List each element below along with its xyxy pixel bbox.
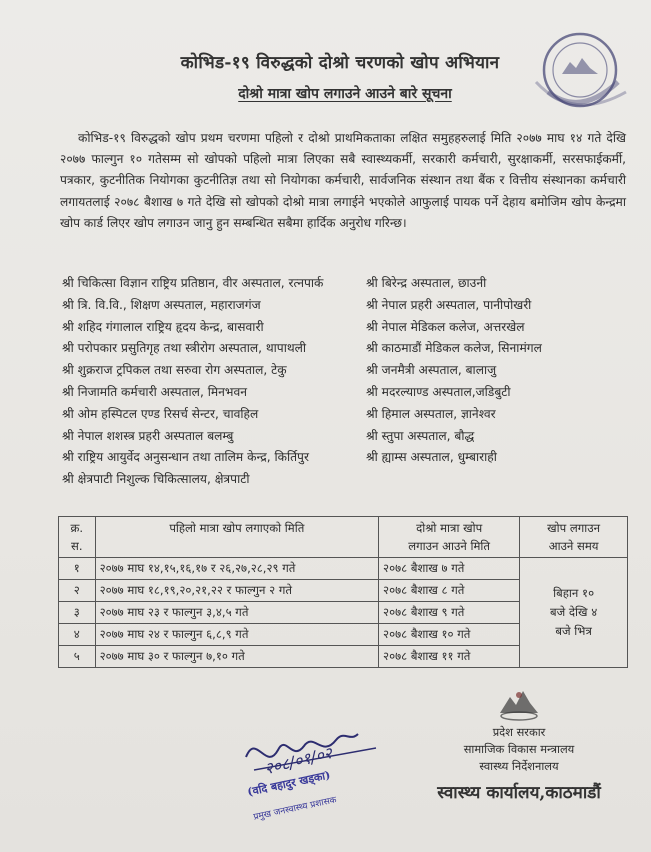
- hospital-item: श्री जनमैत्री अस्पताल, बालाजु: [366, 363, 497, 378]
- cell-first-dose: २०७७ माघ १४,१५,१६,१७ र २६,२७,२८,२९ गते: [95, 558, 378, 580]
- hospital-item: श्री मदरल्याण्ड अस्पताल,जडिबुटी: [366, 384, 511, 399]
- table-header-row: [59, 517, 628, 558]
- vaccination-schedule-table: [58, 516, 628, 668]
- hospital-item: श्री नेपाल शशस्त्र प्रहरी अस्पताल बलम्बु: [62, 428, 234, 443]
- hospital-item: श्री क्षेत्रपाटी निशुल्क चिकित्सालय, क्षेत्रपाटी: [62, 472, 250, 487]
- header-first-dose: पहिलो मात्रा खोप लगाएको मिति: [95, 517, 378, 558]
- hospital-item: श्री काठमाडौं मेडिकल कलेज, सिनामंगल: [366, 341, 542, 356]
- cell-second-dose: २०७८ बैशाख ८ गते: [379, 580, 520, 602]
- hospital-item: श्री शहिद गंगालाल राष्ट्रिय हृदय केन्द्र, बासवारी: [62, 319, 264, 334]
- hospital-item: श्री ह्याम्स अस्पताल, धुम्बाराही: [366, 450, 497, 465]
- table-row: [59, 558, 628, 580]
- office-line: स्वास्थ्य निर्देशनालय: [479, 759, 559, 773]
- hospital-item: श्री त्रि. वि.वि., शिक्षण अस्पताल, महाराजगंज: [62, 297, 261, 312]
- office-line: सामाजिक विकास मन्त्रालय: [463, 742, 575, 756]
- signature-date: २०८/०१/०२: [262, 743, 335, 779]
- hospital-item: श्री स्तुपा अस्पताल, बौद्ध: [366, 428, 475, 443]
- cell-serial: १: [59, 558, 96, 580]
- hospital-list-right: [366, 273, 542, 469]
- cell-serial: ४: [59, 624, 96, 646]
- hospital-item: श्री चिकित्सा विज्ञान राष्ट्रिय प्रतिष्ठान, वीर अस्पताल, रत्नपार्क: [62, 276, 324, 290]
- cell-second-dose: २०७८ बैशाख ९ गते: [379, 602, 520, 624]
- cell-serial: ५: [59, 646, 96, 668]
- cell-first-dose: २०७७ माघ ३० र फाल्गुन ७,१० गते: [95, 646, 378, 668]
- header-serial: क्र. स.: [59, 517, 96, 558]
- office-name: स्वास्थ्य कार्यालय,काठमाडौं: [437, 783, 601, 803]
- notice-subtitle: दोश्रो मात्रा खोप लगाउने आउने बारे सूचना: [238, 86, 452, 102]
- header-time: खोप लगाउन आउने समय: [520, 517, 628, 558]
- hospital-item: श्री नेपाल मेडिकल कलेज, अत्तरखेल: [366, 319, 525, 334]
- cell-second-dose: २०७८ बैशाख ७ गते: [379, 558, 520, 580]
- cell-second-dose: २०७८ बैशाख १० गते: [379, 624, 520, 646]
- government-emblem-icon: [496, 683, 542, 723]
- cell-first-dose: २०७७ माघ २४ र फाल्गुन ६,८,९ गते: [95, 624, 378, 646]
- cell-time: बिहान १० बजे देखि ४ बजे भित्र: [520, 558, 628, 668]
- signatory-name: (वदि बहादुर खड्का): [246, 768, 332, 799]
- cell-first-dose: २०७७ माघ १८,१९,२०,२१,२२ र फाल्गुन २ गते: [95, 580, 378, 602]
- hospital-item: श्री हिमाल अस्पताल, ज्ञानेश्वर: [366, 406, 496, 421]
- hospital-item: श्री बिरेन्द्र अस्पताल, छाउनी: [366, 276, 487, 290]
- cell-serial: ३: [59, 602, 96, 624]
- hospital-item: श्री ओम हस्पिटल एण्ड रिसर्च सेन्टर, चावहिल: [62, 406, 259, 421]
- office-block: [414, 724, 624, 775]
- header-second-dose: दोश्रो मात्रा खोप लगाउन आउने मिति: [379, 517, 520, 558]
- hospital-item: श्री परोपकार प्रसुतिगृह तथा स्त्रीरोग अस्पताल, थापाथली: [62, 341, 307, 356]
- hospital-item: श्री राष्ट्रिय आयुर्वेद अनुसन्धान तथा तालिम केन्द्र, किर्तिपुर: [62, 450, 309, 465]
- office-seal-icon: [518, 22, 638, 122]
- signatory-role: प्रमुख जनस्वास्थ्य प्रशासक: [252, 795, 338, 823]
- hospital-list-left: [62, 273, 323, 491]
- intro-paragraph: कोभिड-१९ विरुद्धको खोप प्रथम चरणमा पहिलो र दोश्रो प्राथमिकताका लक्षित समुहहरुलाई मिति २०७७ माघ १४ गते देखि २०७७ फाल्गुन १० गतेसम्म सो खोपको पहिलो मात्रा लिएका सबै स्वास्थ्यकर्मी, सरकारी कर्मचारी, सुरक्षाकर्मी, सरसफाईकर्मी, पत्रकार, कुटनीतिक नियोगका कुटनीतिज्ञ तथा सो नियोगका कर्मचारी, सार्वजनिक संस्थान तथा बैंक र वित्तीय संस्थानका कर्मचारी लगायतलाई २०७८ बैशाख ७ गते देखि सो खोपको दोश्रो मात्रा लगाईने भएकोले आफुलाई पायक पर्ने देहाय बमोजिम खोप केन्द्रमा खोप कार्ड लिएर खोप लगाउन जानु हुन सम्बन्धित सबैमा हार्दिक अनुरोध गरिन्छ।: [60, 131, 626, 230]
- cell-first-dose: २०७७ माघ २३ र फाल्गुन ३,४,५ गते: [95, 602, 378, 624]
- cell-serial: २: [59, 580, 96, 602]
- hospital-item: श्री निजामति कर्मचारी अस्पताल, मिनभवन: [62, 384, 248, 399]
- hospital-item: श्री शुक्रराज ट्रपिकल तथा सरुवा रोग अस्पताल, टेकु: [62, 363, 287, 378]
- notice-title: कोभिड-१९ विरुद्धको दोश्रो चरणको खोप अभियान: [180, 53, 500, 73]
- office-line: प्रदेश सरकार: [492, 725, 546, 739]
- hospital-item: श्री नेपाल प्रहरी अस्पताल, पानीपोखरी: [366, 297, 532, 312]
- cell-second-dose: २०७८ बैशाख ११ गते: [379, 646, 520, 668]
